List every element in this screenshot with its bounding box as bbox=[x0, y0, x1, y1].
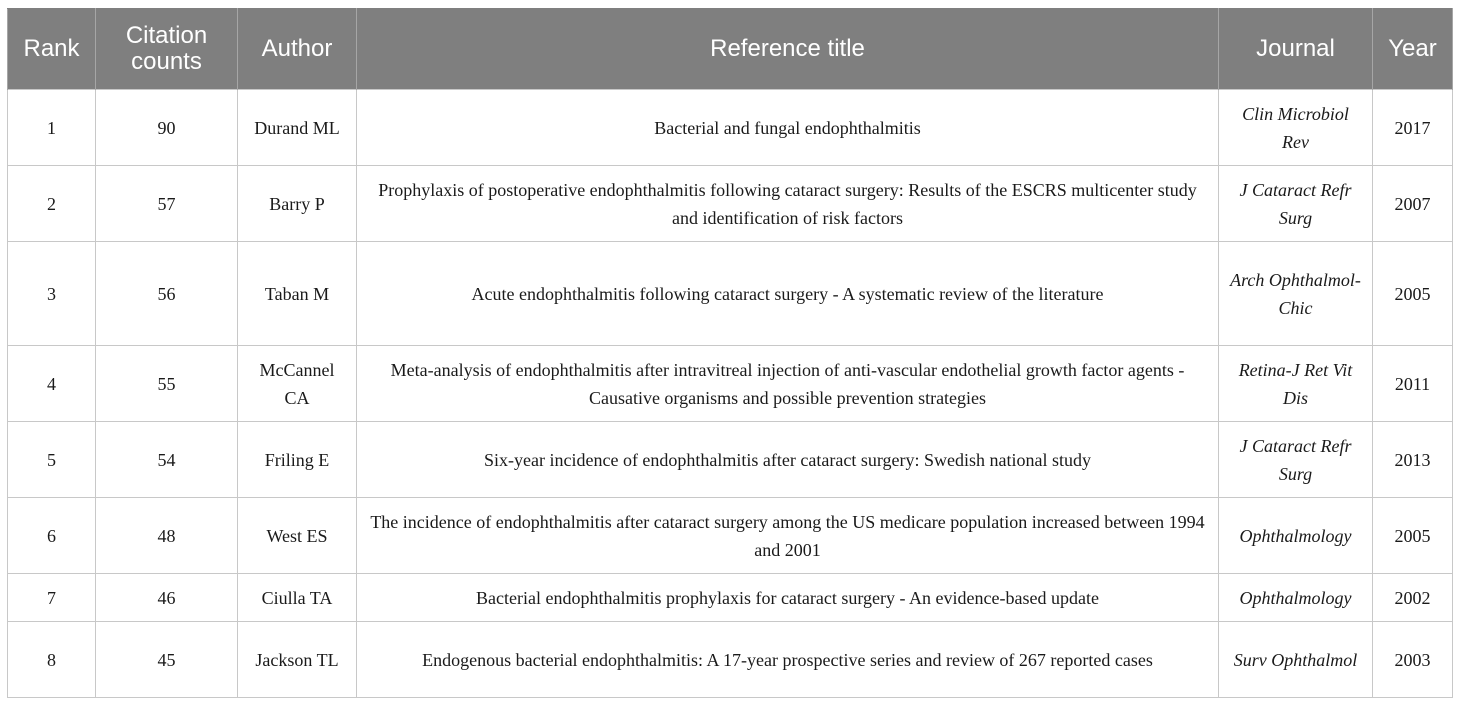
citation-table bbox=[7, 8, 1453, 698]
cell-title: Endogenous bacterial endophthalmitis: A 17-year prospective series and review of 267 reported cases bbox=[357, 622, 1219, 698]
table-row bbox=[8, 346, 1453, 422]
cell-author: Friling E bbox=[238, 422, 357, 498]
cell-journal: Ophthalmology bbox=[1219, 498, 1373, 574]
cell-journal: Clin Microbiol Rev bbox=[1219, 90, 1373, 166]
cell-author: Barry P bbox=[238, 166, 357, 242]
table-row bbox=[8, 90, 1453, 166]
cell-year: 2003 bbox=[1373, 622, 1453, 698]
cell-citations: 90 bbox=[96, 90, 238, 166]
header-author: Author bbox=[238, 9, 357, 90]
cell-title: Prophylaxis of postoperative endophthalmitis following cataract surgery: Results of the ESCRS multicenter study and identification of risk factors bbox=[357, 166, 1219, 242]
cell-citations: 48 bbox=[96, 498, 238, 574]
cell-year: 2005 bbox=[1373, 242, 1453, 346]
cell-citations: 45 bbox=[96, 622, 238, 698]
cell-citations: 57 bbox=[96, 166, 238, 242]
cell-title: The incidence of endophthalmitis after cataract surgery among the US medicare population increased between 1994 and 2001 bbox=[357, 498, 1219, 574]
table-row bbox=[8, 498, 1453, 574]
header-journal: Journal bbox=[1219, 9, 1373, 90]
cell-title: Bacterial endophthalmitis prophylaxis for cataract surgery - An evidence-based update bbox=[357, 574, 1219, 622]
cell-year: 2002 bbox=[1373, 574, 1453, 622]
cell-journal: Ophthalmology bbox=[1219, 574, 1373, 622]
cell-citations: 46 bbox=[96, 574, 238, 622]
cell-journal: Surv Ophthalmol bbox=[1219, 622, 1373, 698]
header-reference-title: Reference title bbox=[357, 9, 1219, 90]
cell-rank: 6 bbox=[8, 498, 96, 574]
cell-author: West ES bbox=[238, 498, 357, 574]
cell-title: Meta-analysis of endophthalmitis after intravitreal injection of anti-vascular endothelial growth factor agents - Causative organisms and possible prevention strategies bbox=[357, 346, 1219, 422]
cell-rank: 4 bbox=[8, 346, 96, 422]
header-row bbox=[8, 9, 1453, 90]
cell-year: 2011 bbox=[1373, 346, 1453, 422]
citation-table-container bbox=[7, 8, 1452, 698]
cell-year: 2013 bbox=[1373, 422, 1453, 498]
cell-rank: 1 bbox=[8, 90, 96, 166]
cell-rank: 2 bbox=[8, 166, 96, 242]
cell-author: McCannel CA bbox=[238, 346, 357, 422]
cell-journal: Retina-J Ret Vit Dis bbox=[1219, 346, 1373, 422]
cell-year: 2017 bbox=[1373, 90, 1453, 166]
cell-author: Durand ML bbox=[238, 90, 357, 166]
header-year: Year bbox=[1373, 9, 1453, 90]
cell-rank: 8 bbox=[8, 622, 96, 698]
cell-journal: J Cataract Refr Surg bbox=[1219, 166, 1373, 242]
cell-title: Acute endophthalmitis following cataract surgery - A systematic review of the literature bbox=[357, 242, 1219, 346]
cell-journal: J Cataract Refr Surg bbox=[1219, 422, 1373, 498]
cell-year: 2007 bbox=[1373, 166, 1453, 242]
cell-rank: 3 bbox=[8, 242, 96, 346]
cell-citations: 54 bbox=[96, 422, 238, 498]
cell-rank: 7 bbox=[8, 574, 96, 622]
cell-author: Ciulla TA bbox=[238, 574, 357, 622]
cell-journal: Arch Ophthalmol-Chic bbox=[1219, 242, 1373, 346]
table-row bbox=[8, 422, 1453, 498]
cell-title: Bacterial and fungal endophthalmitis bbox=[357, 90, 1219, 166]
header-rank: Rank bbox=[8, 9, 96, 90]
table-row bbox=[8, 242, 1453, 346]
cell-year: 2005 bbox=[1373, 498, 1453, 574]
table-header bbox=[8, 9, 1453, 90]
cell-citations: 56 bbox=[96, 242, 238, 346]
table-body bbox=[8, 90, 1453, 698]
cell-author: Taban M bbox=[238, 242, 357, 346]
table-row bbox=[8, 166, 1453, 242]
table-row bbox=[8, 574, 1453, 622]
header-citation-counts: Citation counts bbox=[96, 9, 238, 90]
cell-title: Six-year incidence of endophthalmitis after cataract surgery: Swedish national study bbox=[357, 422, 1219, 498]
table-row bbox=[8, 622, 1453, 698]
cell-author: Jackson TL bbox=[238, 622, 357, 698]
cell-citations: 55 bbox=[96, 346, 238, 422]
cell-rank: 5 bbox=[8, 422, 96, 498]
